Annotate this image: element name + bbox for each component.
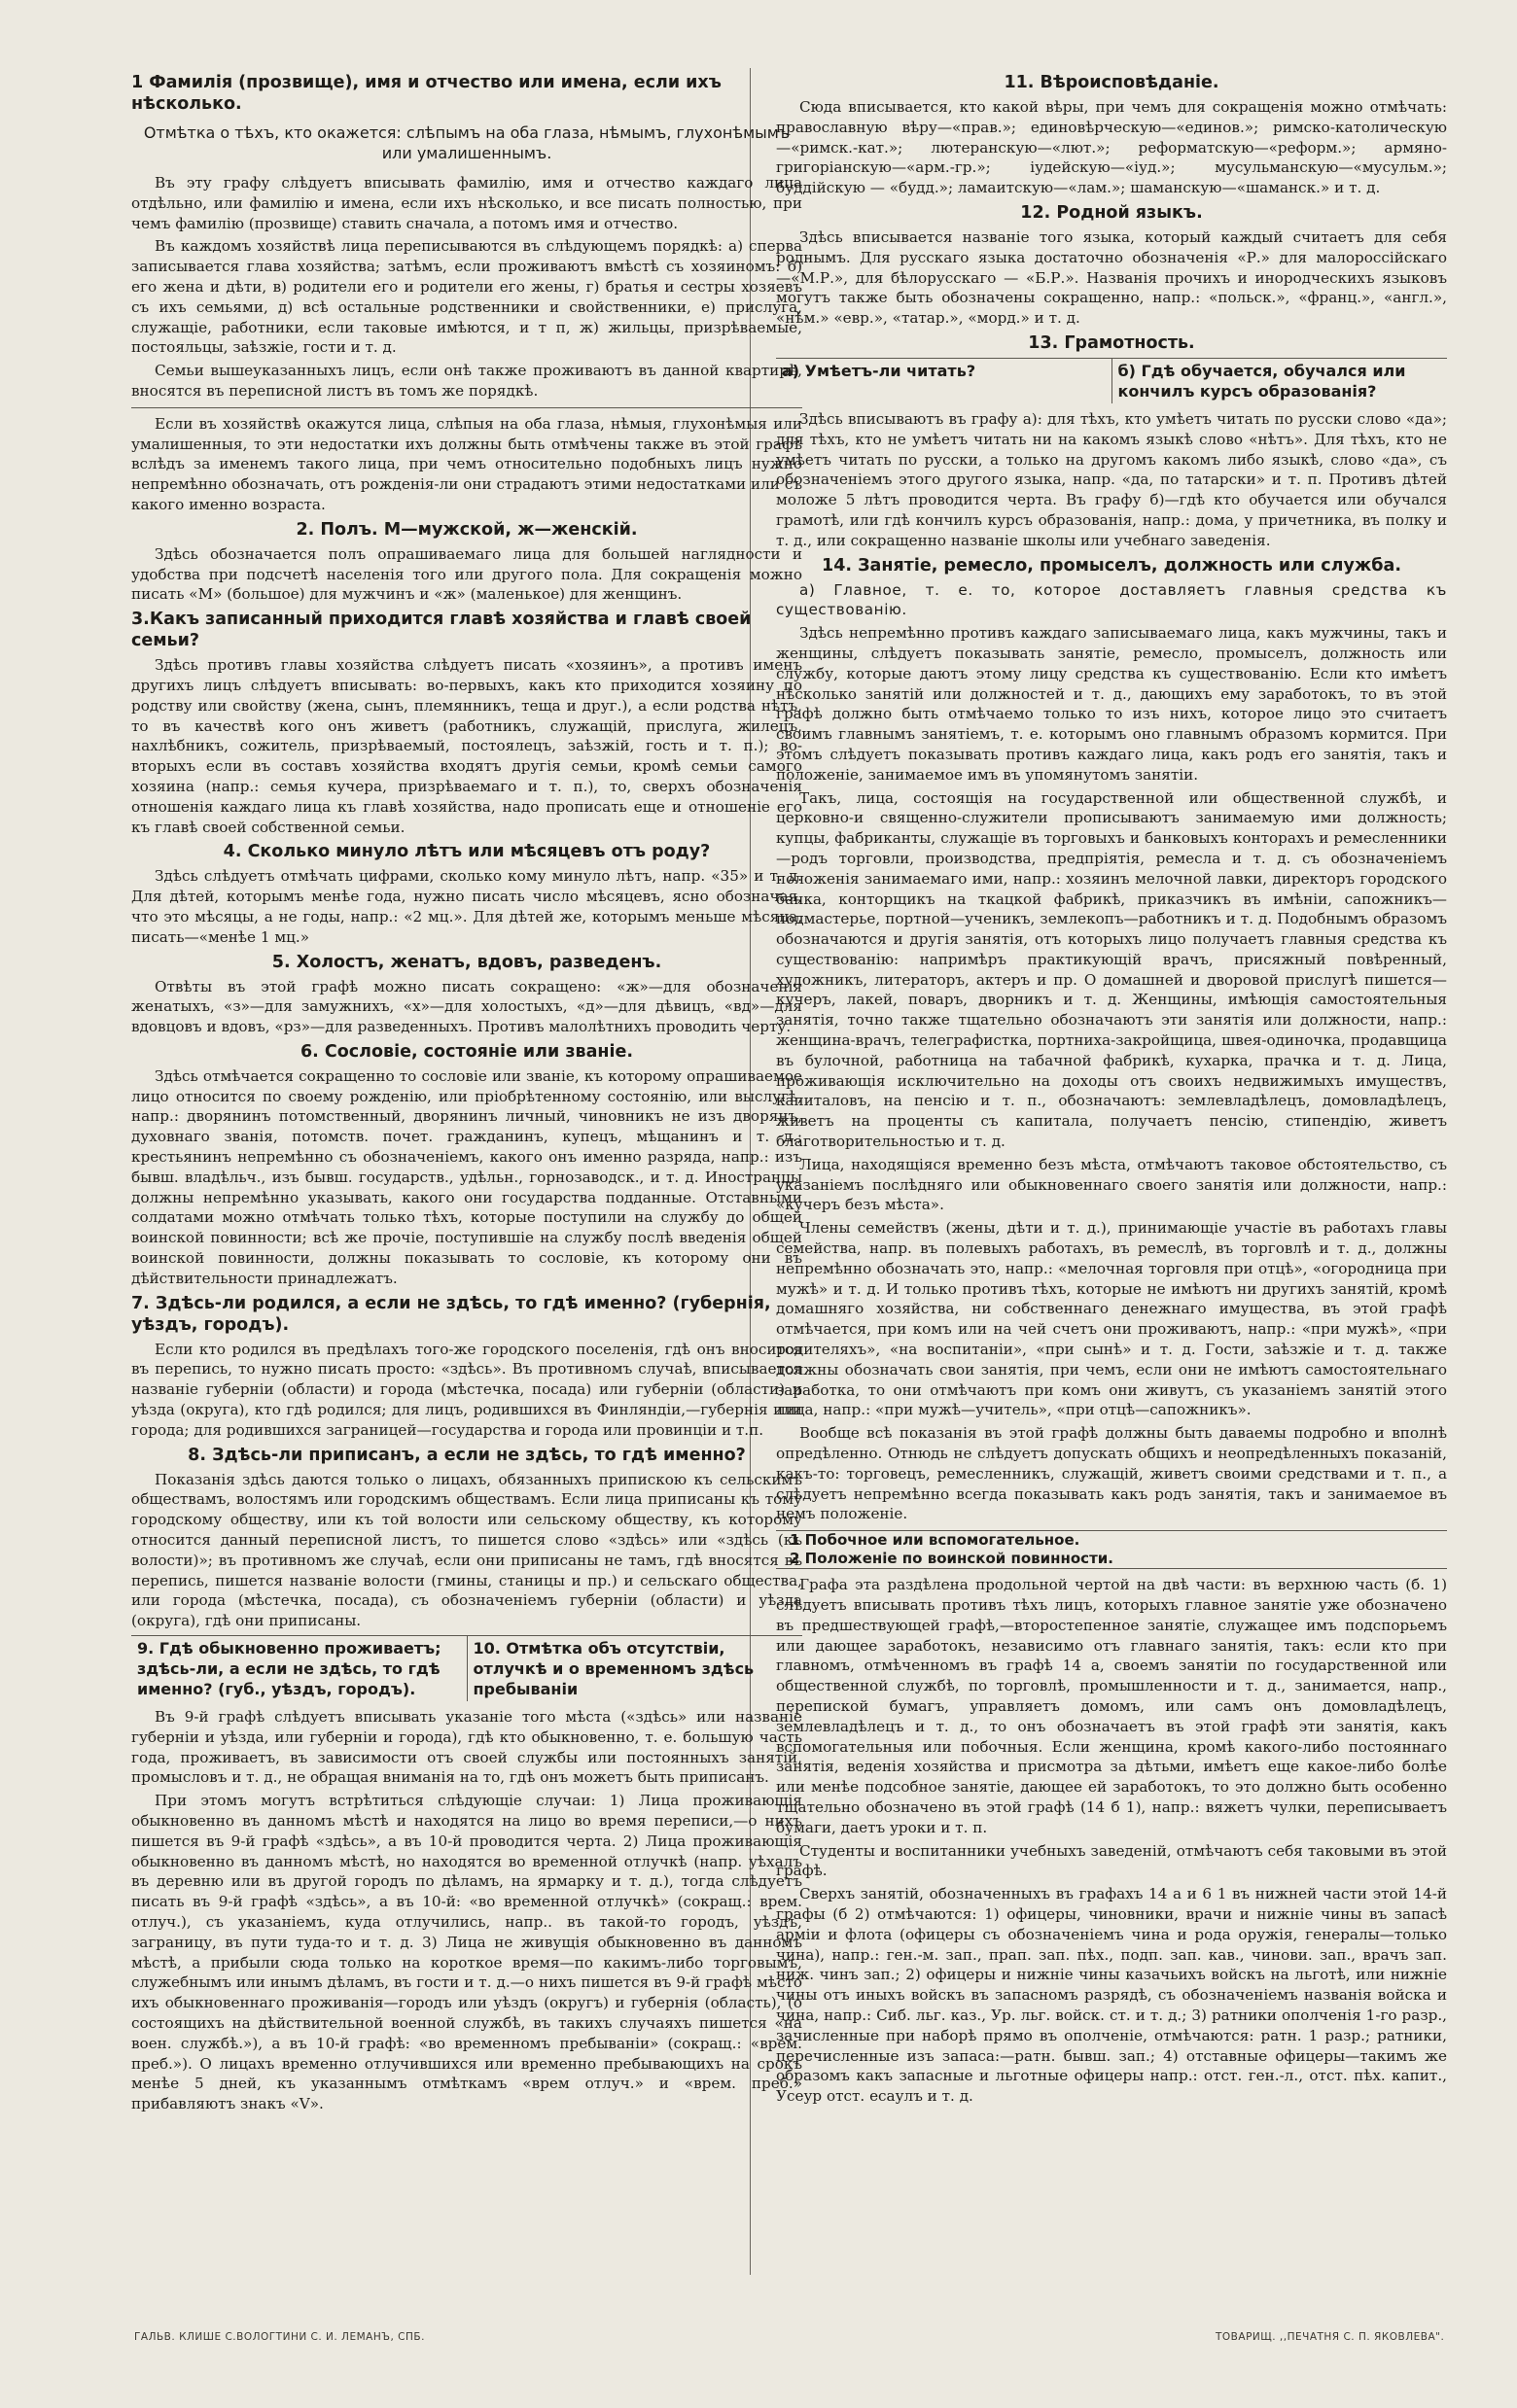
paragraph: Вообще всѣ показанія въ этой графѣ должны быть даваемы подробно и вполнѣ опредѣленно. Отнюдь не слѣдуетъ допускать общихъ и неопредѣленныхъ показаній, какъ-то: торговецъ, ремесленникъ, служащій, живетъ своими средствами и т. п., а слѣдуетъ непремѣнно всегда показывать какъ родъ занятія, такъ и занимаемое въ немъ положеніе. <box>776 1424 1447 1523</box>
paragraph: Здѣсь слѣдуетъ отмѣчать цифрами, сколько кому минуло лѣтъ, напр. «35» и т. д. Для дѣтей, которымъ менѣе года, нужно писать число мѣсяцевъ, ясно обозначая, что это мѣсяцы, а не годы, напр.: «2 мц.». Для дѣтей же, которымъ меньше мѣсяца, писать—«менѣе 1 мц.» <box>131 867 802 946</box>
paragraph: Студенты и воспитанники учебныхъ заведеній, отмѣчаютъ себя таковыми въ этой графѣ. <box>776 1841 1447 1880</box>
paragraph: Здѣсь обозначается полъ опрашиваемаго лица для большей наглядности и удобства при подсчетѣ населенія того или другого пола. Для сокращенія можно писать «М» (большое) для мужчинъ и «ж» (маленькое) для женщинъ. <box>131 544 802 604</box>
section-1-title: 1 Фамилія (прозвище), имя и отчество или имена, если ихъ нѣсколько. <box>131 73 722 114</box>
section-3-title: 3.Какъ записанный приходится главѣ хозяйства и главѣ своей семьи? <box>131 610 752 651</box>
paragraph: Здѣсь вписываютъ въ графу а): для тѣхъ, кто умѣетъ читать по русски слово «да»; для тѣхъ, кто не умѣетъ читать ни на какомъ языкѣ слово «нѣтъ». Для тѣхъ, кто не умѣетъ читать по русски, а только на другомъ какомъ либо языкѣ, слово «да», съ обозначеніемъ этого другого языка, напр. «да, по татарски» и т. п. Противъ дѣтей моложе 5 лѣтъ проводится черта. Въ графу б)—гдѣ кто обучается или обучался грамотѣ, или гдѣ кончилъ курсъ образованія, напр.: дома, у причетника, въ полку и т. д., или сокращенно названіе школы или учебнаго заведенія. <box>776 409 1447 549</box>
section-13-title: 13. Грамотность. <box>1028 332 1195 353</box>
section-14b1-label: 1 Побочное или вспомогательное. <box>790 1531 1080 1550</box>
paragraph: Здѣсь непремѣнно противъ каждаго записываемаго лица, какъ мужчины, такъ и женщины, слѣдуетъ показывать занятіе, ремесло, промыселъ, должность или службу, которые даютъ этому лицу средства къ существованію. Если кто имѣетъ нѣсколько занятій или должностей и т. д., дающихъ ему заработокъ, то въ этой графѣ должно быть отмѣчаемо только то изъ нихъ, которое лицо это считаетъ своимъ главнымъ занятіемъ, т. е. которымъ оно главнымъ образомъ кормится. При этомъ слѣдуетъ показывать противъ каждаго лица, какъ родъ его занятія, такъ и положеніе, занимаемое имъ въ упомянутомъ занятіи. <box>776 624 1447 784</box>
paragraph: Въ каждомъ хозяйствѣ лица переписываются въ слѣдующемъ порядкѣ: а) сперва записывается глава хозяйства; затѣмъ, если проживаютъ вмѣстѣ съ хозяиномъ: б) его жена и дѣти, в) родители его и родители его жены, г) братья и сестры хозяевъ съ ихъ семьями, д) всѣ остальные родственники и свойственники, е) прислуга, служащіе, работники, если таковые имѣются, и т п, ж) жильцы, призрѣваемые, постояльцы, заѣзжіе, гости и т. д. <box>131 237 802 357</box>
paragraph: При этомъ могутъ встрѣтиться слѣдующіе случаи: 1) Лица проживающія обыкновенно въ данномъ мѣстѣ и находятся на лицо во время переписи,—о нихъ пишется въ 9-й графѣ «здѣсь», а въ 10-й проводится черта. 2) Лица проживающія обыкновенно въ данномъ мѣстѣ, но находятся во временной отлучкѣ (напр. уѣхалъ въ деревню или въ другой городъ по дѣламъ, на ярмарку и т. д.), тогда слѣдуетъ писать въ 9-й графѣ «здѣсь», а въ 10-й: «во временной отлучкѣ» (сокращ.: врем. отлуч.), съ указаніемъ, куда отлучились, напр.. въ такой-то городъ, уѣздъ, заграницу, въ пути туда-то и т. д. 3) Лица не живущія обыкновенно въ данномъ мѣстѣ, а прибыли сюда только на короткое время—по какимъ-либо торговымъ, служебнымъ или инымъ дѣламъ, въ гости и т. д.—о нихъ пишется въ 9-й графѣ мѣсто ихъ обыкновеннаго проживанія—городъ или уѣздъ (округъ) и губернія (область), (о состоящихъ на дѣйствительной военной службѣ, въ такихъ случаяхъ пишется «на воен. службѣ.»), а въ 10-й графѣ: «во временномъ пребываніи» (сокращ.: «врем. преб.»). О лицахъ временно отлучившихся или временно пребывающихъ на срокъ менѣе 5 дней, къ указаннымъ отмѣткамъ «врем отлуч.» и «врем. преб.» прибавляютъ знакъ «V». <box>131 1792 802 2113</box>
paragraph: Если въ хозяйствѣ окажутся лица, слѣпыя на оба глаза, нѣмыя, глухонѣмыя или умалишенныя, то эти недостатки ихъ должны быть отмѣчены также въ этой графѣ вслѣдъ за именемъ такого лица, при чемъ относительно подобныхъ лицъ нужно непремѣнно обозначать, отъ рожденія-ли они страдаютъ этими недостатками или съ какого именно возраста. <box>131 414 802 513</box>
printer-credit-left: ГАЛЬВ. КЛИШЕ С.ВОЛОГТИНИ С. И. ЛЕМАНЪ, СПБ. <box>134 2331 425 2343</box>
section-14a-subtitle: а) Главное, т. е. то, которое доставляетъ главныя средства къ существованію. <box>776 580 1447 619</box>
paragraph: Здѣсь вписывается названіе того языка, который каждый считаетъ для себя роднымъ. Для русскаго языка достаточно обозначенія «Р.» для малороссійскаго—«М.Р.», для бѣлорусскаго — «Б.Р.». Названія прочихъ и инородческихъ языковъ могутъ также быть обозначены сокращенно, напр.: «польск.», «франц.», «англ.», «нѣм.» «евр.», «татар.», «морд.» и т. д. <box>776 227 1447 328</box>
section-6-title: 6. Сословіе, состояніе или званіе. <box>300 1041 633 1062</box>
paragraph: Въ эту графу слѣдуетъ вписывать фамилію, имя и отчество каждаго лица отдѣльно, или фамилію и имена, если ихъ нѣсколько, и все писать полностью, при чемъ фамилію (прозвище) ставить сначала, а потомъ имя и отчество. <box>131 174 802 232</box>
section-12-title: 12. Родной языкъ. <box>1020 202 1203 223</box>
left-column <box>131 68 802 2117</box>
sections-9-10-header <box>131 1635 802 1701</box>
section-14b-header <box>776 1530 1447 1569</box>
section-7-title: 7. Здѣсь-ли родился, а если не здѣсь, то гдѣ именно? (губернія, уѣздъ, городъ). <box>131 1293 771 1335</box>
paragraph: Члены семействъ (жены, дѣти и т. д.), принимающіе участіе въ работахъ главы семейства, напр. въ полевыхъ работахъ, въ ремеслѣ, въ торговлѣ и т. д., должны непремѣнно обозначать это, напр.: «мелочная торговля при отцѣ», «огородница при мужѣ» и т. д. И только противъ тѣхъ, которые не имѣютъ ни другихъ занятій, кромѣ домашняго хозяйства, ни собственнаго денежнаго имущества, въ этой графѣ отмѣчается, при комъ или на чей счетъ они проживаютъ, напр.: «при мужѣ», «при родителяхъ», «на воспитаніи», «при сынѣ» и т. д. Гости, заѣзжіе и т. д. также должны обозначать свои занятія, при чемъ, если они не имѣютъ самостоятельнаго заработка, то они отмѣчаютъ при комъ они живутъ, съ указаніемъ занятій этого лица, напр.: «при мужѣ—учитель», «при отцѣ—сапожникъ». <box>776 1219 1447 1419</box>
section-8-title: 8. Здѣсь-ли приписанъ, а если не здѣсь, то гдѣ именно? <box>188 1445 746 1465</box>
paragraph: Лица, находящіяся временно безъ мѣста, отмѣчаютъ таковое обстоятельство, съ указаніемъ послѣдняго или обыкновеннаго своего занятія или должности, напр.: «кучеръ безъ мѣста». <box>776 1155 1447 1214</box>
section-1-subtitle: Отмѣтка о тѣхъ, кто окажется: слѣпымъ на оба глаза, нѣмымъ, глухонѣмымъ или умалишеннымъ. <box>143 123 791 162</box>
paragraph: Такъ, лица, состоящія на государственной или общественной службѣ, и церковно-и священно-служители прописываютъ занимаемую ими должность; купцы, фабриканты, служащіе въ торговыхъ и банковыхъ конторахъ и ремесленники—родъ торговли, производства, предпріятія, ремесла и т. д. съ обозначеніемъ положенія занимаемаго ими, напр.: хозяинъ мелочной лавки, директоръ городского банка, конторщикъ на ткацкой фабрикѣ, приказчикъ въ имѣніи, сапожникъ—подмастерье, портной—ученикъ, землекопъ—работникъ и т. д. Подобнымъ образомъ обозначаются и другія занятія, отъ которыхъ лицо получаетъ главныя средства къ существованію: напримѣръ практикующій врачъ, присяжный повѣренный, художникъ, литераторъ, актеръ и пр. О домашней и дворовой прислугѣ пишется—кучеръ, лакей, поваръ, дворникъ и т. д. Женщины, имѣющія самостоятельныя занятія, точно также тщательно обозначаютъ эти занятія или должности, напр.: женщина-врачъ, телеграфистка, портниха-закройщица, швея-одиночка, продавщица въ булочной, работница на табачной фабрикѣ, кухарка, прачка и т. д. Лица, проживающія исключительно на доходы отъ своихъ недвижимыхъ имуществъ, капиталовъ, на пенсію и т. п., обозначаютъ: землевладѣлецъ, домовладѣлецъ, живетъ на проценты съ капитала, получаетъ пенсію, стипендію, живетъ благотворительностью и т. д. <box>776 788 1447 1151</box>
paragraph: Отвѣты въ этой графѣ можно писать сокращено: «ж»—для обозначенія женатыхъ, «з»—для замужнихъ, «х»—для холостыхъ, «д»—для дѣвицъ, «вд»—для вдовцовъ и вдовъ, «рз»—для разведенныхъ. Противъ малолѣтнихъ проводить черту. <box>131 977 802 1036</box>
paragraph: Графа эта раздѣлена продольной чертой на двѣ части: въ верхнюю часть (б. 1) слѣдуетъ вписывать противъ тѣхъ лицъ, которыхъ главное занятіе уже обозначено въ предшествующей графѣ,—второстепенное занятіе, служащее имъ подспорьемъ или дающее заработокъ, независимо отъ главнаго занятія, такъ: если кто при главномъ, отмѣченномъ въ графѣ 14 а, своемъ занятіи по государственной или общественной службѣ, по торговлѣ, промышленности и т. д., занимается, напр., перепиской бумагъ, управляетъ домомъ, или самъ онъ домовладѣлецъ, землевладѣлецъ и т. д., то онъ обозначаетъ въ этой графѣ эти занятія, какъ вспомогательныя или побочныя. Если женщина, кромѣ какого-либо постояннаго занятія, веденія хозяйства и присмотра за дѣтьми, имѣетъ еще какое-либо болѣе или менѣе подсобное занятіе, дающее ей заработокъ, то это должно быть особенно тщательно обозначено въ этой графѣ (14 б 1), напр.: вяжетъ чулки, переписываетъ бумаги, даетъ уроки и т. п. <box>776 1576 1447 1836</box>
section-13b-label: б) Гдѣ обучается, обучался или кончилъ курсъ образованія? <box>1117 361 1406 401</box>
section-13a-label: а) Умѣетъ-ли читать? <box>776 359 1112 403</box>
section-10-title: 10. Отмѣтка объ отсутствіи, отлучкѣ и о временномъ здѣсь пребываніи <box>473 1639 755 1699</box>
paragraph: Сюда вписывается, кто какой вѣры, при чемъ для сокращенія можно отмѣчать: православную вѣру—«прав.»; единовѣрческую—«единов.»; римско-католическую—«римск.-кат.»; лютеранскую—«лют.»; реформатскую—«реформ.»; армяно-григоріанскую—«арм.-гр.»; іудейскую—«іуд.»; мусульманскую—«мусульм.»; буддійскую — «будд.»; ламаитскую—«лам.»; шаманскую—«шаманск.» и т. д. <box>776 98 1447 197</box>
section-2-title: 2. Полъ. М—мужской, ж—женскій. <box>296 519 638 540</box>
printer-credit-right: ТОВАРИЩ. ,,ПЕЧАТНЯ С. П. ЯКОВЛЕВА". <box>1216 2331 1445 2343</box>
paragraph: Семьи вышеуказанныхъ лицъ, если онѣ также проживаютъ въ данной квартирѣ, вносятся въ переписной листъ въ томъ же порядкѣ. <box>131 362 802 400</box>
section-14-title: 14. Занятіе, ремесло, промыселъ, должность или служба. <box>822 555 1401 576</box>
section-13-subheaders <box>776 358 1447 403</box>
divider-line <box>131 407 802 408</box>
paragraph: Показанія здѣсь даются только о лицахъ, обязанныхъ припискою къ сельскимъ обществамъ, волостямъ или городскимъ обществамъ. Если лица приписаны къ тому городскому обществу, или къ той волости или сельскому обществу, къ которому относится данный переписной листъ, то пишется слово «здѣсь» или «здѣсь (къ волости)»; въ противномъ же случаѣ, если они приписаны не тамъ, гдѣ вносятся въ перепись, пишется названіе волости (гмины, станицы и пр.) и сельскаго общества, или города (мѣстечка, посада), съ обозначеніемъ губерніи (области) и уѣзда (округа), гдѣ они приписаны. <box>131 1470 802 1630</box>
paragraph: Въ 9-й графѣ слѣдуетъ вписывать указаніе того мѣста («здѣсь» или названіе губерніи и уѣзда, или губерніи и города), гдѣ кто обыкновенно, т. е. большую часть года, проживаетъ, въ зависимости отъ своей службы или постоянныхъ занятій, промысловъ и т. д., не обращая вниманія на то, гдѣ онъ можетъ быть приписанъ. <box>131 1708 802 1787</box>
section-14b2-label: 2 Положеніе по воинской повинности. <box>790 1550 1113 1568</box>
section-4-title: 4. Сколько минуло лѣтъ или мѣсяцевъ отъ роду? <box>223 842 711 862</box>
section-5-title: 5. Холостъ, женатъ, вдовъ, разведенъ. <box>271 952 662 972</box>
paragraph: Здѣсь отмѣчается сокращенно то сословіе или званіе, къ которому опрашиваемое лицо относится по своему рожденію, или пріобрѣтенному состоянію, или выслугѣ, напр.: дворянинъ потомственный, дворянинъ личный, чиновникъ не изъ дворянъ, духовнаго званія, потомств. почет. гражданинъ, купецъ, мѣщанинъ и т. д.; крестьянинъ непремѣнно съ обозначеніемъ, какого онъ именно разряда, напр.: изъ бывш. владѣльч., изъ бывш. государств., удѣльн., горнозаводск., и т. д. Иностранцы должны непремѣнно указывать, какого они государства подданные. Отставными солдатами можно отмѣчать только тѣхъ, которые поступили на службу до общей воинской повинности; всѣ же прочіе, поступившіе на службу послѣ введенія общей воинской повинности, должны показывать то сословіе, къ которому они въ дѣйствительности принадлежатъ. <box>131 1066 802 1287</box>
section-9-title: 9. Гдѣ обыкновенно проживаетъ; здѣсь-ли, а если не здѣсь, то гдѣ именно? (губ., уѣздъ, городъ). <box>131 1636 468 1701</box>
paragraph: Здѣсь противъ главы хозяйства слѣдуетъ писать «хозяинъ», а противъ именъ другихъ лицъ слѣдуетъ вписывать: во-первыхъ, какъ кто приходится хозяину по родству или свойству (жена, сынъ, племянникъ, теща и друг.), а если родства нѣтъ, то въ качествѣ кого онъ живетъ (работникъ, служащій, прислуга, жилецъ, нахлѣбникъ, сожитель, призрѣваемый, постоялецъ, заѣзжій, гость и т. п.); во-вторыхъ если въ составъ хозяйства входятъ другія семьи, кромѣ семьи самого хозяина (напр.: семья кучера, призрѣваемаго и т. п.), то, сверхъ обозначенія отношенія каждаго лица къ главѣ хозяйства, надо прописать еще и отношеніе его къ главѣ своей собственной семьи. <box>131 656 802 836</box>
paragraph: Если кто родился въ предѣлахъ того-же городского поселенія, гдѣ онъ вносится въ перепись, то нужно писать просто: «здѣсь». Въ противномъ случаѣ, вписывается названіе губерніи (области) и города (мѣстечка, посада) или губерніи (области) и уѣзда (округа), кто гдѣ родился; для лицъ, родившихся въ Финляндіи,—губернія или города; для родившихся заграницей—государства и города или провинціи и т.п. <box>131 1340 802 1439</box>
paragraph: Сверхъ занятій, обозначенныхъ въ графахъ 14 а и 6 1 въ нижней части этой 14-й графы (б 2) отмѣчаются: 1) офицеры, чиновники, врачи и нижніе чины въ запасѣ арміи и флота (офицеры съ обозначеніемъ чина и рода оружія, генералы—только чина), напр.: ген.-м. зап., прап. зап. пѣх., подп. зап. кав., чинови. зап., врачъ зап. ниж. чинъ зап.; 2) офицеры и нижніе чины казачьихъ войскъ на льготѣ, или нижніе чины отъ иныхъ войскъ въ запасномъ разрядѣ, съ обозначеніемъ названія войска и чина, напр.: Сиб. льг. каз., Ур. льг. войск. ст. и т. д.; 3) ратники ополченія 1-го разр., зачисленные при наборѣ прямо въ ополченіе, отмѣчаются: ратн. 1 разр.; ратники, перечисленные изъ запаса:—ратн. бывш. зап.; 4) отставные офицеры—такимъ же образомъ какъ запасные и льготные офицеры напр.: отст. ген.-л., отст. пѣх. капит., Усеур отст. есаулъ и т. д. <box>776 1885 1447 2106</box>
right-column <box>776 68 1447 2110</box>
section-11-title: 11. Вѣроисповѣданіе. <box>1004 73 1219 92</box>
